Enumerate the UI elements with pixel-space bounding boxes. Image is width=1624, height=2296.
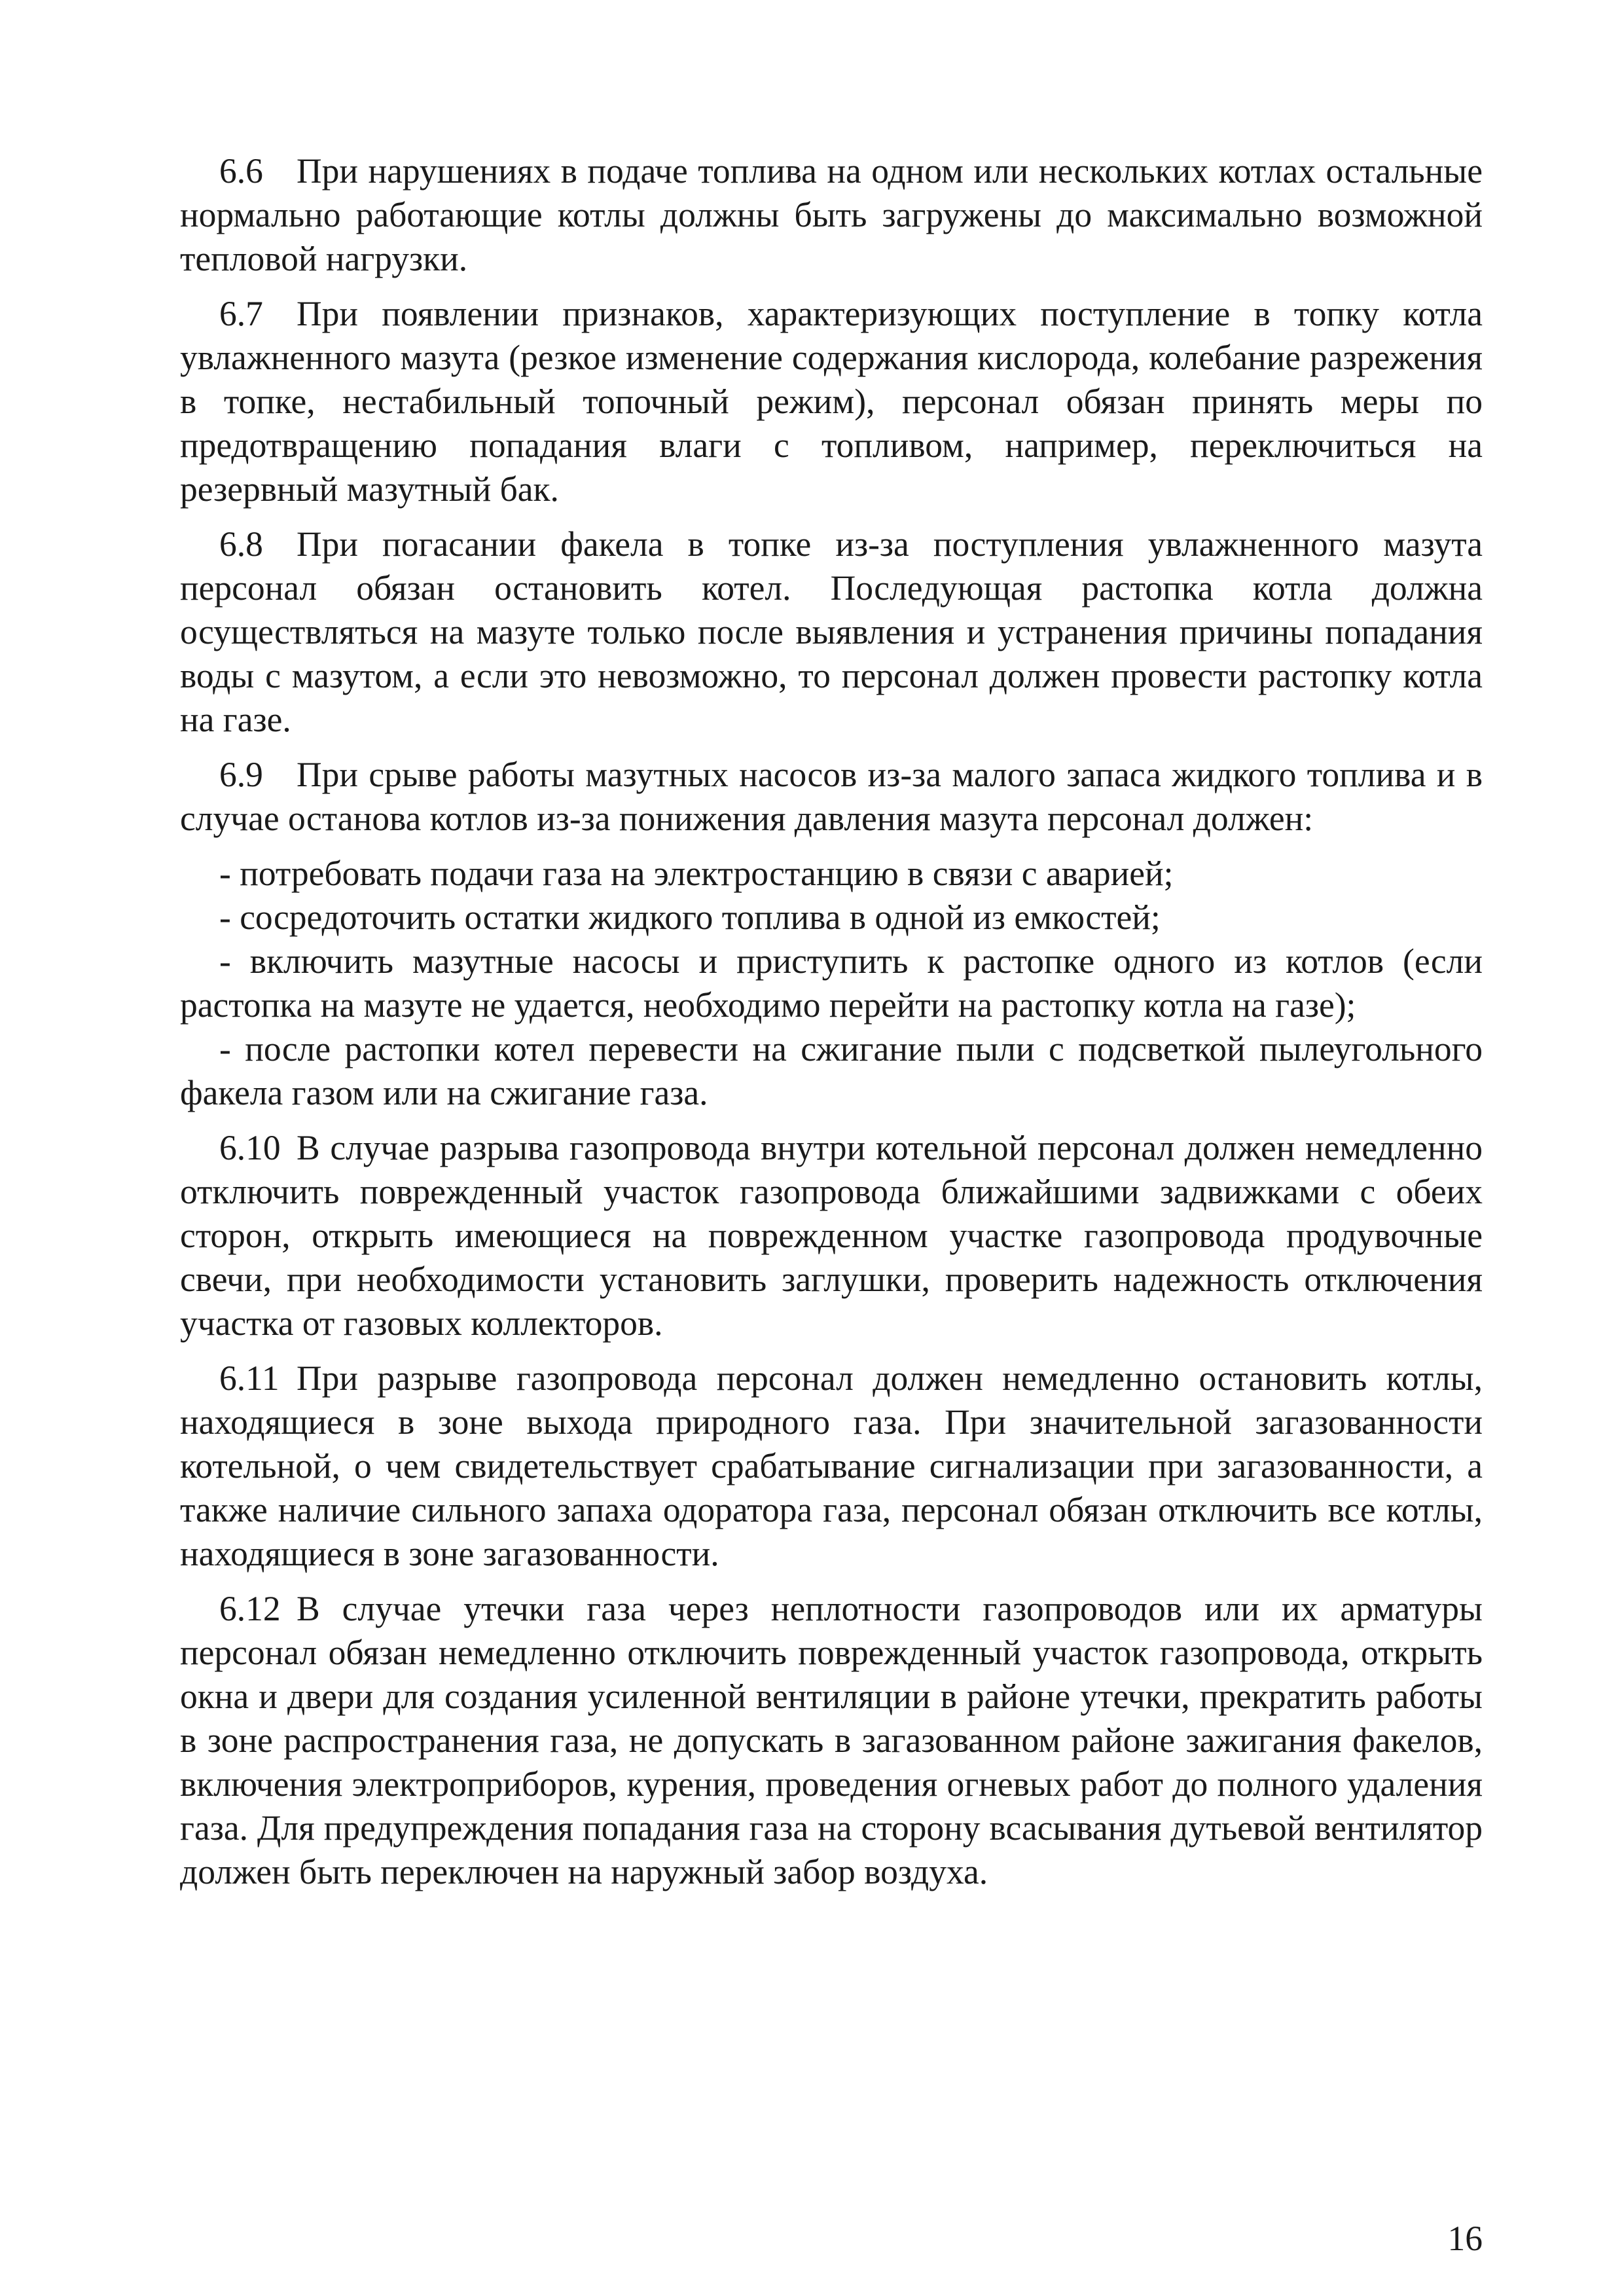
list-item: - потребовать подачи газа на электростанцию в связи с аварией; — [219, 854, 1174, 893]
paragraph-6-11 — [180, 1357, 1483, 1576]
page-number: 16 — [1447, 2219, 1483, 2258]
paragraph-number: 6.6 — [219, 151, 263, 191]
paragraph-number: 6.7 — [219, 294, 263, 333]
paragraph-text: При нарушениях в подаче топлива на одном или нескольких котлах остальные нормально работающие котлы должны быть загружены до максимально возможной тепловой нагрузки. — [180, 151, 1483, 278]
paragraph-6-8 — [180, 522, 1483, 742]
document-page — [180, 149, 1483, 1905]
paragraph-6-10 — [180, 1126, 1483, 1345]
paragraph-number: 6.11 — [219, 1358, 280, 1398]
paragraph-6-12 — [180, 1587, 1483, 1894]
list-item: - сосредоточить остатки жидкого топлива в одной из емкостей; — [219, 898, 1161, 937]
paragraph-text: При появлении признаков, характеризующих поступление в топку котла увлажненного мазута (резкое изменение содержания кислорода, колебание разрежения в топке, нестабильный топочный режим), персонал обязан принять меры по предотвращению попадания влаги с топливом, например, переключиться на резервный мазутный бак. — [180, 294, 1483, 509]
paragraph-6-9 — [180, 753, 1483, 841]
paragraph-text: В случае утечки газа через неплотности газопроводов или их арматуры персонал обязан немедленно отключить поврежденный участок газопровода, открыть окна и двери для создания усиленной вентиляции в районе утечки, прекратить работы в зоне распространения газа, не допускать в загазованном районе зажигания факелов, включения электроприборов, курения, проведения огневых работ до полного удаления газа. Для предупреждения попадания газа на сторону всасывания дутьевой вентилятор должен быть переключен на наружный забор воздуха. — [180, 1589, 1483, 1891]
paragraph-6-7 — [180, 292, 1483, 511]
list-item: - включить мазутные насосы и приступить к растопке одного из котлов (если растопка на мазуте не удается, необходимо перейти на растопку котла на газе); — [180, 941, 1483, 1025]
paragraph-number: 6.9 — [219, 755, 263, 794]
paragraph-text: При погасании факела в топке из-за поступления увлажненного мазута персонал обязан остановить котел. Последующая растопка котла должна осуществляться на мазуте только после выявления и устранения причины попадания воды с мазутом, а если это невозможно, то персонал должен провести растопку котла на газе. — [180, 524, 1483, 739]
paragraph-number: 6.8 — [219, 524, 263, 564]
list-6-9 — [180, 852, 1483, 1115]
paragraph-text: В случае разрыва газопровода внутри котельной персонал должен немедленно отключить поврежденный участок газопровода ближайшими задвижками с обеих сторон, открыть имеющиеся на поврежденном участке газопровода продувочные свечи, при необходимости установить заглушки, проверить надежность отключения участка от газовых коллекторов. — [180, 1128, 1483, 1343]
list-item: - после растопки котел перевести на сжигание пыли с подсветкой пылеугольного факела газом или на сжигание газа. — [180, 1029, 1483, 1112]
paragraph-6-6 — [180, 149, 1483, 281]
paragraph-number: 6.10 — [219, 1128, 281, 1167]
paragraph-text: При разрыве газопровода персонал должен немедленно остановить котлы, находящиеся в зоне выхода природного газа. При значительной загазованности котельной, о чем свидетельствует срабатывание сигнализации при загазованности, а также наличие сильного запаха одоратора газа, персонал обязан отключить все котлы, находящиеся в зоне загазованности. — [180, 1358, 1483, 1573]
paragraph-text: При срыве работы мазутных насосов из-за малого запаса жидкого топлива и в случае останова котлов из-за понижения давления мазута персонал должен: — [180, 755, 1483, 838]
paragraph-number: 6.12 — [219, 1589, 281, 1628]
